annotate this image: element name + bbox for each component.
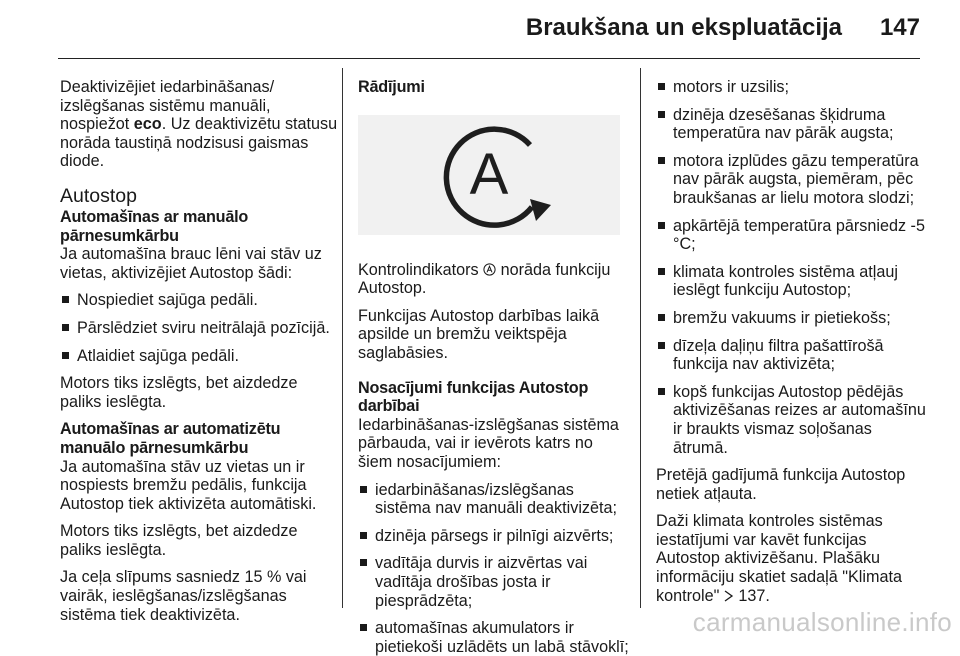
manual-after-text: Motors tiks izslēgts, bet aizdedze paliks ieslēgta. — [60, 374, 298, 411]
conditions-text: Iedarbināšanas-izslēgšanas sistēma pārbauda, vai ir ievērots katrs no šiem nosacījumiem: — [358, 415, 619, 471]
list-item: Pārslēdziet sviru neitrālajā pozīcijā. — [60, 319, 342, 338]
list-item: vadītāja durvis ir aizvērtas vai vadītāja drošības josta ir piesprādzēta; — [358, 554, 630, 610]
list-item: klimata kontroles sistēma atļauj ieslēgt funkciju Autostop; — [656, 263, 928, 300]
header-title: Braukšana un ekspluatācija — [525, 14, 842, 41]
list-item: automašīnas akumulators ir pietiekoši uzlādēts un labā stāvoklī; — [358, 619, 630, 656]
list-item: apkārtējā temperatūra pārsniedz -5 °C; — [656, 217, 928, 254]
column-divider-right — [640, 68, 641, 608]
list-item: dīzeļa daļiņu filtra pašattīrošā funkcija nav aktivizēta; — [656, 337, 928, 374]
autostop-symbol-icon — [358, 115, 620, 235]
list-item: iedarbināšanas/izslēgšanas sistēma nav manuāli deaktivizēta; — [358, 481, 630, 518]
list-item: Atlaidiet sajūga pedāli. — [60, 347, 342, 366]
column-divider-left — [342, 68, 343, 608]
column-middle — [358, 78, 630, 656]
list-item: bremžu vakuums ir pietiekošs; — [656, 309, 928, 328]
otherwise-text: Pretējā gadījumā funkcija Autostop netiek atļauta. — [656, 466, 906, 503]
autostop-heading: Autostop — [60, 184, 137, 207]
eco-button-label: eco — [133, 115, 162, 134]
list-item: dzinēja dzesēšanas šķidruma temperatūra nav pārāk augsta; — [656, 106, 928, 143]
indicators-heading: Rādījumi — [358, 78, 425, 96]
slope-text: Ja ceļa slīpums sasniedz 15 % vai vairāk, ieslēgšanas/izslēgšanas sistēma tiek deaktivizēta. — [60, 568, 307, 624]
automated-after-text: Motors tiks izslēgts, bet aizdedze paliks ieslēgta. — [60, 522, 298, 559]
automated-gearbox-text: Ja automašīna stāv uz vietas un ir nospiests bremžu pedālis, funkcija Autostop tiek aktivizēta automātiski. — [60, 457, 317, 513]
manual-gearbox-heading: Automašīnas ar manuālo pārnesumkārbu — [60, 207, 249, 245]
list-item: kopš funkcijas Autostop pēdējās aktivizēšanas reizes ar automašīnu ir braukts vismaz soļošanas ātrumā. — [656, 383, 928, 457]
figure-letter: A — [469, 141, 509, 207]
page-header — [0, 0, 960, 58]
automated-gearbox-heading: Automašīnas ar automatizētu manuālo pārnesumkārbu — [60, 420, 281, 457]
conditions-list-continued — [656, 78, 928, 457]
autostop-indicator-figure — [358, 115, 620, 235]
manual-steps-list — [60, 291, 342, 365]
list-item: Nospiediet sajūga pedāli. — [60, 291, 342, 310]
climate-text: Daži klimata kontroles sistēmas iestatījumi var kavēt funkcijas Autostop aktivizēšanu. Plašāku informāciju skatiet sadaļā "Klimata kontrole" 137. — [656, 512, 902, 605]
climate-page-reference[interactable]: 137. — [738, 586, 770, 605]
header-rule — [58, 58, 920, 59]
page-reference-arrow-icon — [724, 590, 734, 602]
autostop-indicator-icon — [483, 263, 496, 276]
manual-gearbox-text: Ja automašīna brauc lēni vai stāv uz vietas, aktivizējiet Autostop šādi: — [60, 245, 322, 282]
column-left — [60, 78, 342, 633]
conditions-list — [358, 481, 630, 656]
intro-paragraph: Deaktivizējiet iedarbināšanas/ izslēgšanas sistēmu manuāli, nospiežot eco. Uz deaktivizētu statusu norāda taustiņā nodzisusi gaismas diode. — [60, 78, 338, 171]
indicator-text: Kontrolindikators norāda funkciju Autostop. — [358, 260, 611, 298]
list-item: motors ir uzsilis; — [656, 78, 928, 97]
list-item: dzinēja pārsegs ir pilnīgi aizvērts; — [358, 527, 630, 546]
operation-text: Funkcijas Autostop darbības laikā apsilde un bremžu veiktspēja saglabāsies. — [358, 306, 600, 362]
column-right — [656, 78, 928, 614]
watermark: carmanualsonline.info — [692, 607, 952, 637]
list-item: motora izplūdes gāzu temperatūra nav pārāk augsta, piemēram, pēc braukšanas ar lielu motora slodzi; — [656, 152, 928, 208]
page-number: 147 — [879, 14, 920, 41]
conditions-heading: Nosacījumi funkcijas Autostop darbībai — [358, 378, 589, 416]
